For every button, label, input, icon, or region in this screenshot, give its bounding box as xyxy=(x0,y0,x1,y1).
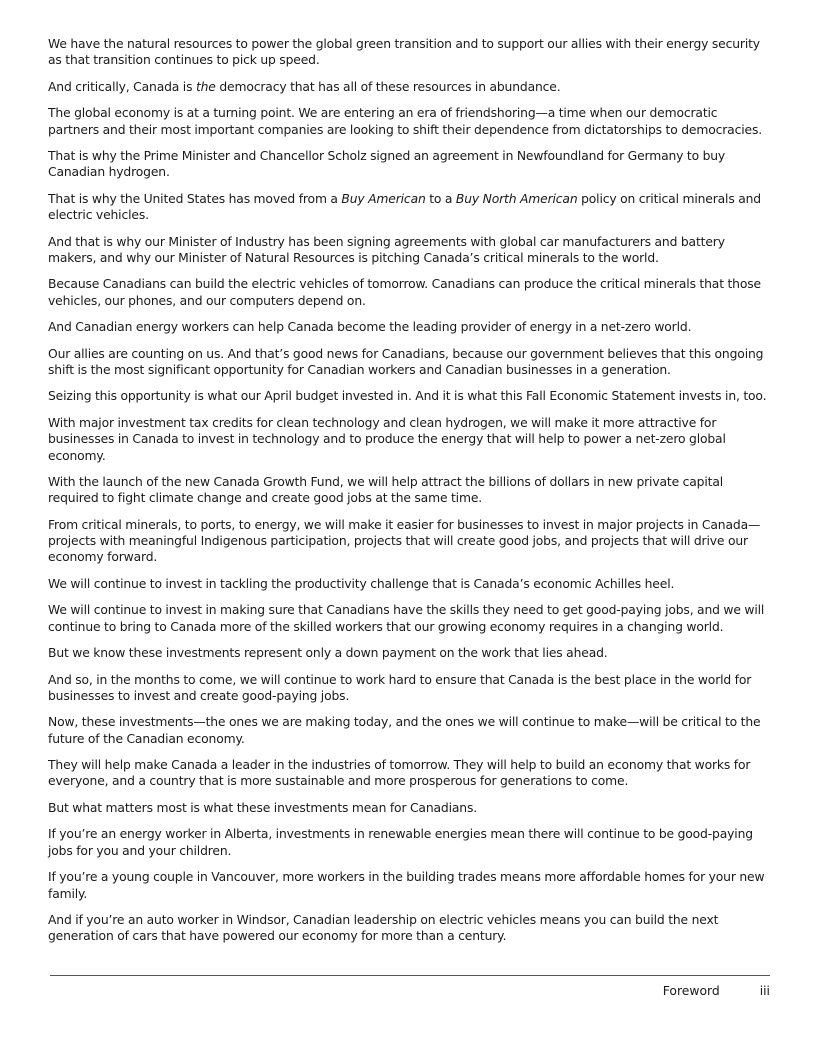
paragraph-text: democracy that has all of these resources in abundance. xyxy=(215,79,561,94)
italic-text: Buy North American xyxy=(455,191,578,206)
footer-divider xyxy=(50,975,770,976)
body-paragraph xyxy=(48,276,770,309)
paragraph-text: to a xyxy=(425,191,456,206)
page-footer xyxy=(663,983,770,999)
paragraph-text: With major investment tax credits for clean technology and clean hydrogen, we will make it more attractive for businesses in Canada to invest in technology and to produce the energy that will help to power a net-zero global economy. xyxy=(48,415,726,463)
paragraph-text: We have the natural resources to power the global green transition and to support our allies with their energy security as that transition continues to pick up speed. xyxy=(48,37,760,68)
paragraph-text: And critically, Canada is xyxy=(48,79,196,94)
paragraph-text: That is why the United States has moved from a xyxy=(48,191,342,206)
paragraph-text: And that is why our Minister of Industry has been signing agreements with global car manufacturers and battery makers, and why our Minister of Natural Resources is pitching Canada’s critical minerals to the world. xyxy=(48,234,725,265)
body-paragraph xyxy=(48,319,770,335)
body-paragraph xyxy=(48,869,770,902)
paragraph-text: They will help make Canada a leader in the industries of tomorrow. They will help to build an economy that works for everyone, and a country that is more sustainable and more prosperous for generations to come. xyxy=(48,758,751,789)
body-paragraph xyxy=(48,576,770,592)
body-paragraph xyxy=(48,474,770,507)
body-paragraph xyxy=(48,757,770,790)
paragraph-text: And so, in the months to come, we will continue to work hard to ensure that Canada is the best place in the world for businesses to invest and create good-paying jobs. xyxy=(48,672,752,703)
paragraph-text: From critical minerals, to ports, to energy, we will make it easier for businesses to invest in major projects in Canada—projects with meaningful Indigenous participation, projects that will create good jobs, and projects that will drive our economy forward. xyxy=(48,517,761,565)
paragraph-text: Now, these investments—the ones we are making today, and the ones we will continue to make—will be critical to the future of the Canadian economy. xyxy=(48,715,761,746)
body-paragraph xyxy=(48,234,770,267)
document-body xyxy=(48,36,770,955)
paragraph-text: If you’re a young couple in Vancouver, more workers in the building trades means more affordable homes for your new family. xyxy=(48,870,765,901)
paragraph-text: The global economy is at a turning point. We are entering an era of friendshoring—a time when our democratic partners and their most important companies are looking to shift their dependence from dictatorships to democracies. xyxy=(48,106,762,137)
body-paragraph xyxy=(48,645,770,661)
body-paragraph xyxy=(48,602,770,635)
body-paragraph xyxy=(48,714,770,747)
paragraph-text: That is why the Prime Minister and Chancellor Scholz signed an agreement in Newfoundland for Germany to buy Canadian hydrogen. xyxy=(48,149,726,180)
body-paragraph xyxy=(48,800,770,816)
paragraph-text: If you’re an energy worker in Alberta, investments in renewable energies mean there will continue to be good-paying jobs for you and your children. xyxy=(48,827,753,858)
body-paragraph xyxy=(48,517,770,566)
body-paragraph xyxy=(48,36,770,69)
paragraph-text: And Canadian energy workers can help Canada become the leading provider of energy in a net-zero world. xyxy=(48,320,692,335)
page-number: iii xyxy=(759,984,770,998)
paragraph-text: Seizing this opportunity is what our April budget invested in. And it is what this Fall Economic Statement invests in, too. xyxy=(48,389,767,404)
body-paragraph xyxy=(48,912,770,945)
italic-text: the xyxy=(195,79,216,94)
paragraph-text: policy on critical minerals and electric vehicles. xyxy=(48,191,761,223)
body-paragraph xyxy=(48,105,770,138)
body-paragraph xyxy=(48,191,770,224)
footer-section-label: Foreword xyxy=(662,984,720,998)
paragraph-text: Because Canadians can build the electric vehicles of tomorrow. Canadians can produce the critical minerals that those vehicles, our phones, and our computers depend on. xyxy=(48,277,761,308)
body-paragraph xyxy=(48,826,770,859)
paragraph-text: But what matters most is what these investments mean for Canadians. xyxy=(48,800,478,815)
body-paragraph xyxy=(48,388,770,404)
paragraph-text: We will continue to invest in making sure that Canadians have the skills they need to get good-paying jobs, and we will continue to bring to Canada more of the skilled workers that our growing economy requires in a changing world. xyxy=(48,603,765,634)
body-paragraph xyxy=(48,346,770,379)
body-paragraph xyxy=(48,79,770,95)
paragraph-text: But we know these investments represent only a down payment on the work that lies ahead. xyxy=(48,646,608,661)
body-paragraph xyxy=(48,672,770,705)
body-paragraph xyxy=(48,148,770,181)
body-paragraph xyxy=(48,415,770,464)
paragraph-text: With the launch of the new Canada Growth Fund, we will help attract the billions of dollars in new private capital required to fight climate change and create good jobs at the same time. xyxy=(48,475,724,506)
paragraph-text: Our allies are counting on us. And that’s good news for Canadians, because our government believes that this ongoing shift is the most significant opportunity for Canadian workers and Canadian businesses in a generation. xyxy=(48,346,764,377)
paragraph-text: We will continue to invest in tackling the productivity challenge that is Canada’s economic Achilles heel. xyxy=(48,576,675,591)
italic-text: Buy American xyxy=(341,191,426,206)
paragraph-text: And if you’re an auto worker in Windsor, Canadian leadership on electric vehicles means you can build the next generation of cars that have powered our economy for more than a century. xyxy=(48,913,719,944)
